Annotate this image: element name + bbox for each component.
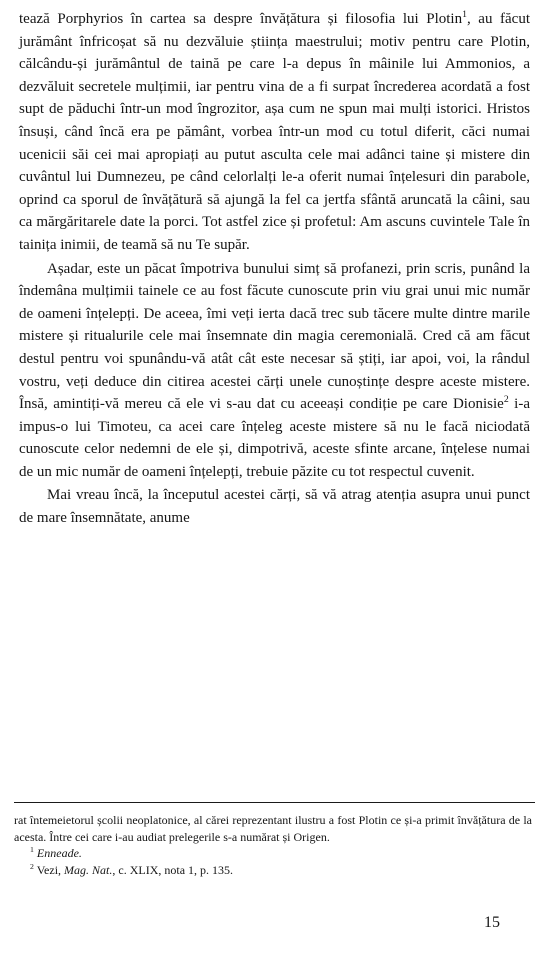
footnote-2-marker: 2 — [30, 861, 34, 871]
footnote-2 — [14, 862, 532, 879]
paragraph-1 — [19, 8, 530, 257]
page-number: 15 — [484, 914, 500, 931]
paragraph-1-text: tează Porphyrios în cartea sa despre învățătura și filosofia lui Plotin — [19, 11, 463, 27]
main-text — [19, 8, 530, 530]
footnote-1 — [14, 845, 532, 862]
paragraph-2-text: Așadar, este un păcat împotriva bunului simț să profanezi, prin scris, punând la îndemâna mulțimii tainele ce au fost făcute cunoscute prin viu grai unui mic număr de oameni înțelepți. De aceea, îmi veți ierta dacă trec sub tăcere multe dintre marile mistere și ritualurile cele mai însemnate din magia ceremonială. Cred că am făcut destul pentru voi spunându-vă atât cât este necesar să știți, iar apoi, voi, la rândul vostru, veți deduce din citirea acestei cărți unele cunoștințe despre aceste mistere. Însă, amintiți-vă mereu că ele vi s-au dat cu aceeași condiție pe care Dionisie — [19, 260, 530, 413]
footnote-ref-2[interactable]: 2 — [503, 394, 509, 406]
paragraph-3: Mai vreau încă, la începutul acestei cărți, să vă atrag atenția asupra unui punct de mare însemnătate, anume — [19, 487, 530, 527]
footnote-1-text: Enneade. — [36, 846, 82, 861]
paragraph-1-text-cont: , au făcut jurământ înfricoșat să nu dezvăluie știința maestrului; motiv pentru care Plotin, călcându-și jurământul de taină pe care l-a depus în mâinile lui Ammonios, a dezvăluit secretele mulțimii, iar pentru vina de a fi surpat încrederea acordată a fost supt de păduchi într-un mod îngrozitor, așa cum ne spun mai mulți istorici. Hristos însuși, când încă era pe pământ, vorbea într-un mod cu totul diferit, căci numai ucenicii săi cei mai apropiați au putut asculta cele mai adânci taine și mistere din cuvântul lui Dumnezeu, pe când celorlalți le-a oferit numai înțelesuri din parabole, oprind ca sporul de învățătură să ajungă la fel ca jertfa sfântă aruncată la câini, sau ca mărgăritarele date la porci. Tot astfel zice și profetul: Am ascuns cuvintele Tale în tainița inimii, de teamă să nu Te supăr. — [19, 11, 530, 253]
footnote-2-title: Mag. Nat. — [64, 862, 113, 877]
footnote-ref-1[interactable]: 1 — [462, 9, 467, 20]
footnote-2-suffix: , c. XLIX, nota 1, p. 135. — [112, 862, 234, 877]
footnotes — [14, 812, 532, 878]
footnote-2-prefix: Vezi, — [36, 862, 65, 877]
footnote-continued: rat întemeietorul școlii neoplatonice, al cărei reprezentant ilustru a fost Plotin ce și-a primit învățătura de la acesta. Între cei care i-au audiat prelegerile s-a numărat și Origen. — [14, 813, 532, 844]
paragraph-2-text-cont: i-a impus-o lui Timoteu, ca acei care înțeleg aceste mistere să nu le facă niciodată cunoscute celor nedemni de ele și, dimpotrivă, aceste sfinte arcane, înțelese numai de un mic număr de oameni înțelepți, trebuie păzite cu tot respectul cuvenit. — [19, 396, 530, 480]
footnote-1-marker: 1 — [30, 845, 34, 855]
footnote-divider — [14, 802, 535, 803]
paragraph-2 — [19, 258, 530, 484]
